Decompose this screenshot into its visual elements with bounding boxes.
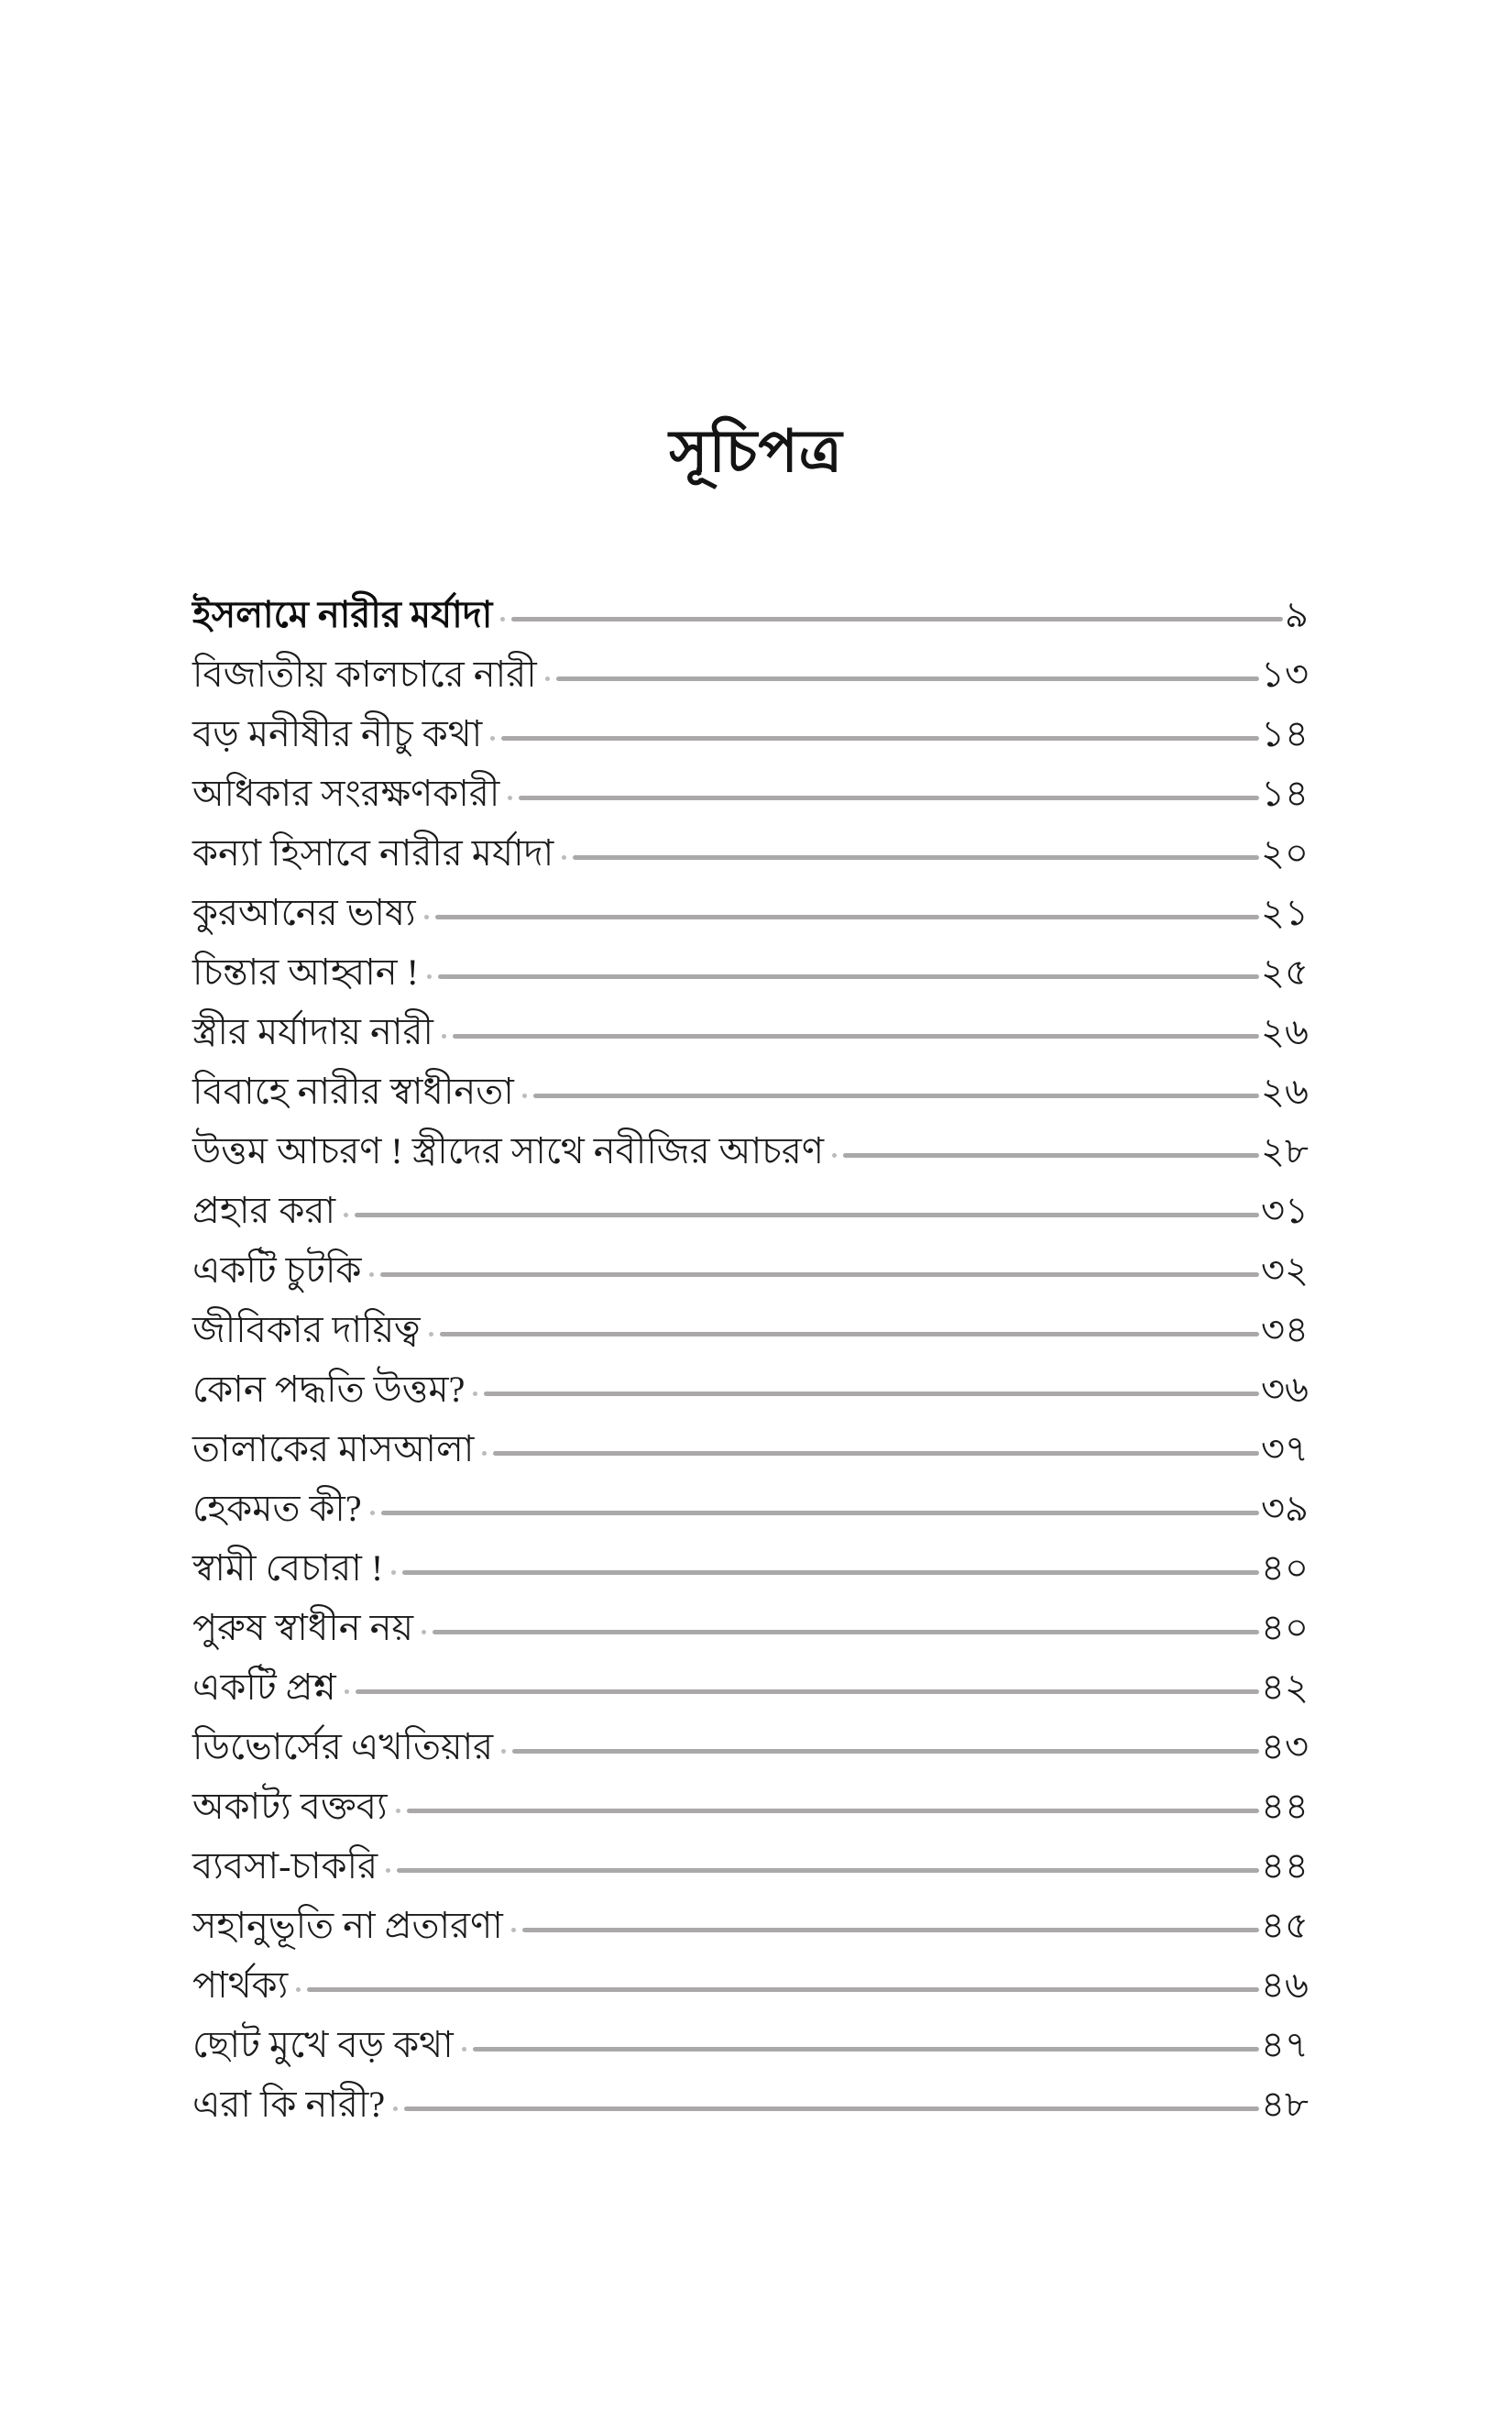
toc-entry-title: ছোট মুখে বড় কথা — [192, 2023, 454, 2065]
leader-line — [573, 855, 1259, 860]
leader-dot-icon — [462, 2047, 466, 2052]
toc-entry-title: জীবিকার দায়িত্ব — [192, 1308, 421, 1350]
toc-entry-title: উত্তম আচরণ ! স্ত্রীদের সাথে নবীজির আচরণ — [192, 1129, 825, 1172]
toc-entry — [192, 704, 1309, 764]
leader-line — [512, 1749, 1259, 1754]
toc-entry — [192, 2015, 1309, 2074]
leader-dot-icon — [396, 1809, 400, 1813]
leader-dot-icon — [442, 1034, 446, 1039]
toc-entry-title: বিজাতীয় কালচারে নারী — [192, 653, 537, 695]
leader-dot-icon — [427, 974, 432, 979]
leader-line — [380, 1272, 1259, 1277]
leader-dot-icon — [511, 1928, 516, 1932]
toc-entry-page-number: ৪৩ — [1261, 1725, 1309, 1767]
leader-dot-icon — [508, 796, 512, 800]
toc-entry-page-number: ৩২ — [1260, 1248, 1309, 1291]
toc-entry — [192, 764, 1309, 823]
toc-entry-title: কুরআনের ভাষ্য — [192, 891, 416, 933]
leader-dot-icon — [473, 1392, 477, 1396]
leader-dot-icon — [490, 736, 495, 741]
toc-entry — [192, 1657, 1309, 1717]
leader-line — [404, 2106, 1259, 2111]
toc-entry-page-number: ১৪ — [1261, 772, 1309, 814]
toc-entry-page-number: ৯ — [1285, 593, 1309, 635]
leader-line — [356, 1689, 1259, 1694]
leader-line — [519, 796, 1259, 800]
toc-entry-page-number: ৪৪ — [1261, 1844, 1309, 1886]
leader-line — [453, 1034, 1259, 1039]
leader-dot-icon — [424, 915, 429, 919]
leader-line — [522, 1928, 1259, 1932]
leader-dot-icon — [522, 1094, 527, 1098]
page-title: সূচিপত্র — [669, 419, 843, 484]
toc-entry-page-number: ৩৭ — [1260, 1427, 1309, 1469]
toc-entry — [192, 1955, 1309, 2015]
toc-entry-title: ইসলামে নারীর মর্যাদা — [192, 593, 493, 635]
toc-entry-page-number: ৪৭ — [1261, 2023, 1309, 2065]
toc-entry-page-number: ৩১ — [1261, 1189, 1309, 1231]
toc-entry-page-number: ১৪ — [1261, 712, 1309, 754]
toc-entry — [192, 1479, 1309, 1538]
toc-entry-page-number: ৪০ — [1261, 1546, 1309, 1589]
toc-entry-title: স্ত্রীর মর্যাদায় নারী — [192, 1010, 433, 1052]
toc-list — [192, 585, 1309, 2134]
toc-entry-page-number: ২৮ — [1261, 1129, 1309, 1172]
toc-entry-page-number: ২১ — [1261, 891, 1309, 933]
toc-entry-page-number: ৪৬ — [1261, 1964, 1309, 2006]
toc-entry-title: পুরুষ স্বাধীন নয় — [192, 1606, 414, 1648]
toc-entry-page-number: ৪৪ — [1261, 1785, 1309, 1827]
leader-line — [484, 1392, 1259, 1396]
toc-entry-page-number: ৪৮ — [1261, 2083, 1309, 2125]
toc-entry — [192, 942, 1309, 1002]
toc-entry — [192, 585, 1309, 644]
leader-line — [501, 736, 1259, 741]
leader-dot-icon — [832, 1153, 837, 1158]
toc-entry — [192, 1300, 1309, 1359]
toc-entry — [192, 1002, 1309, 1062]
toc-entry-page-number: ২৫ — [1261, 951, 1309, 993]
toc-entry-title: চিন্তার আহ্বান ! — [192, 951, 420, 993]
leader-line — [307, 1987, 1259, 1992]
leader-line — [433, 1630, 1259, 1634]
toc-entry — [192, 823, 1309, 883]
toc-entry-title: এরা কি নারী? — [192, 2083, 386, 2125]
toc-entry-page-number: ৪২ — [1261, 1666, 1309, 1708]
leader-line — [435, 915, 1259, 919]
toc-entry-title: বড় মনীষীর নীচু কথা — [192, 712, 483, 754]
leader-dot-icon — [501, 1749, 506, 1754]
toc-entry-title: স্বামী বেচারা ! — [192, 1546, 384, 1589]
leader-dot-icon — [500, 617, 505, 622]
toc-entry-title: বিবাহে নারীর স্বাধীনতা — [192, 1070, 514, 1112]
leader-dot-icon — [562, 855, 566, 860]
leader-line — [493, 1451, 1259, 1456]
leader-dot-icon — [369, 1272, 374, 1277]
toc-entry-title: একটি চুটকি — [192, 1248, 362, 1291]
leader-line — [843, 1153, 1259, 1158]
toc-entry — [192, 1836, 1309, 1896]
toc-entry — [192, 1419, 1309, 1479]
toc-entry — [192, 1538, 1309, 1598]
toc-entry — [192, 1359, 1309, 1419]
toc-entry-title: ডিভোর্সের এখতিয়ার — [192, 1725, 494, 1767]
leader-dot-icon — [344, 1213, 348, 1217]
leader-dot-icon — [545, 676, 550, 681]
toc-entry — [192, 2074, 1309, 2134]
toc-entry-page-number: ১৩ — [1261, 653, 1309, 695]
leader-dot-icon — [429, 1332, 433, 1336]
toc-entry-page-number: ৪০ — [1261, 1606, 1309, 1648]
toc-entry-page-number: ৪৫ — [1261, 1904, 1309, 1946]
toc-entry-title: একটি প্রশ্ন — [192, 1666, 336, 1708]
leader-dot-icon — [345, 1689, 349, 1694]
leader-line — [438, 974, 1259, 979]
toc-entry-page-number: ৩৯ — [1261, 1487, 1309, 1529]
toc-entry-page-number: ৩৪ — [1261, 1308, 1309, 1350]
toc-entry — [192, 644, 1309, 704]
leader-line — [355, 1213, 1259, 1217]
leader-dot-icon — [393, 2106, 398, 2111]
leader-dot-icon — [386, 1868, 390, 1873]
toc-entry-title: অকাট্য বক্তব্য — [192, 1785, 388, 1827]
leader-dot-icon — [370, 1511, 375, 1515]
toc-entry — [192, 1181, 1309, 1240]
leader-line — [381, 1511, 1259, 1515]
toc-entry — [192, 1776, 1309, 1836]
toc-entry-title: ব্যবসা-চাকরি — [192, 1844, 378, 1886]
toc-entry-title: কন্যা হিসাবে নারীর মর্যাদা — [192, 831, 554, 874]
toc-entry — [192, 1598, 1309, 1657]
leader-dot-icon — [391, 1570, 396, 1575]
leader-line — [402, 1570, 1259, 1575]
toc-entry-title: তালাকের মাসআলা — [192, 1427, 475, 1469]
toc-entry-title: প্রহার করা — [192, 1189, 336, 1231]
leader-dot-icon — [482, 1451, 487, 1456]
leader-line — [397, 1868, 1259, 1873]
toc-entry-page-number: ৩৬ — [1260, 1368, 1309, 1410]
leader-dot-icon — [422, 1630, 426, 1634]
leader-line — [473, 2047, 1259, 2052]
toc-entry-page-number: ২৬ — [1260, 1010, 1309, 1052]
toc-entry-page-number: ২০ — [1260, 831, 1309, 874]
toc-entry — [192, 1062, 1309, 1121]
toc-entry — [192, 883, 1309, 942]
toc-entry — [192, 1896, 1309, 1955]
toc-entry-title: পার্থক্য — [192, 1964, 289, 2006]
toc-entry-title: কোন পদ্ধতি উত্তম? — [192, 1368, 466, 1410]
toc-entry — [192, 1121, 1309, 1181]
leader-line — [556, 676, 1259, 681]
toc-entry — [192, 1717, 1309, 1776]
leader-line — [440, 1332, 1259, 1336]
leader-line — [407, 1809, 1259, 1813]
toc-entry — [192, 1240, 1309, 1300]
leader-line — [511, 617, 1283, 622]
leader-line — [533, 1094, 1259, 1098]
toc-entry-page-number: ২৬ — [1260, 1070, 1309, 1112]
leader-dot-icon — [296, 1987, 301, 1992]
toc-entry-title: অধিকার সংরক্ষণকারী — [192, 772, 500, 814]
toc-entry-title: হেকমত কী? — [192, 1487, 362, 1529]
toc-entry-title: সহানুভূতি না প্রতারণা — [192, 1904, 503, 1946]
